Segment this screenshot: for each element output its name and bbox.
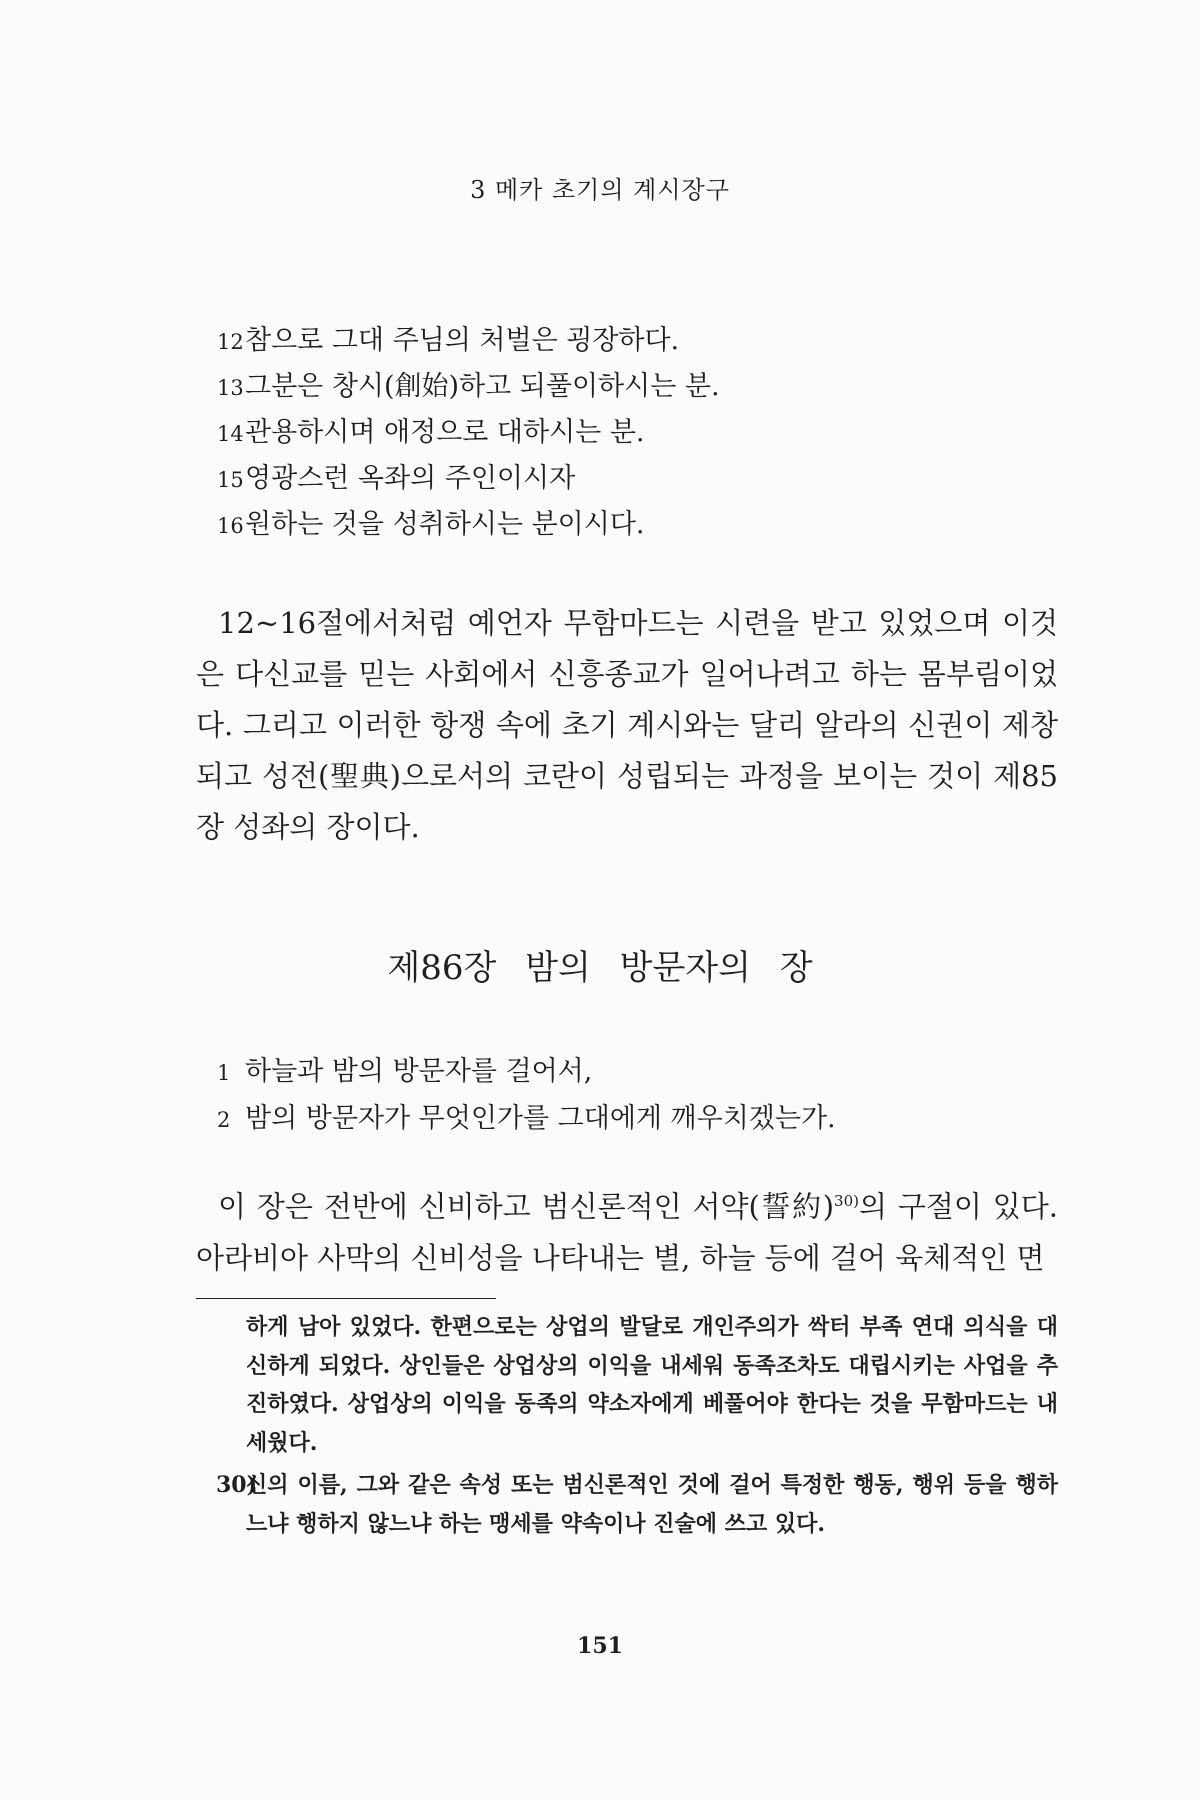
verse-text: 하늘과 밤의 방문자를 걸어서, <box>245 1056 593 1087</box>
verse-text: 밤의 방문자가 무엇인가를 그대에게 깨우치겠는가. <box>245 1103 836 1134</box>
verse-number: 1 <box>217 1061 231 1085</box>
verse-list-ch86 <box>217 1048 1097 1142</box>
footnotes <box>196 1308 1058 1543</box>
verse-number: 2 <box>217 1108 231 1132</box>
verse-line <box>217 456 1097 502</box>
page-number: 151 <box>577 1633 623 1659</box>
verse-text: 원하는 것을 성취하시는 분이시다. <box>245 509 645 540</box>
footnote-item <box>196 1466 1058 1543</box>
verse-list-ch85 <box>217 318 1097 548</box>
body-paragraph <box>196 1176 1058 1284</box>
paragraph-text: 의 구절이 있다. 아라비아 사막의 신비성을 나타내는 별, 하늘 등에 걸어 육체적인 면 <box>196 1189 1058 1275</box>
verse-text: 참으로 그대 주님의 처벌은 굉장하다. <box>245 325 680 356</box>
verse-number: 13 <box>217 376 244 400</box>
footnote-text: 신의 이름, 그와 같은 속성 또는 범신론적인 것에 걸어 특정한 행동, 행위 등을 행하느냐 행하지 않느냐 하는 맹세를 약속이나 진술에 쓰고 있다. <box>246 1472 1058 1537</box>
verse-line <box>217 410 1097 456</box>
verse-line <box>217 364 1097 410</box>
paragraph-text: 이 장은 전반에 신비하고 범신론적인 서약(誓約) <box>218 1189 835 1224</box>
verse-line <box>217 318 1097 364</box>
footnote-continued: 하게 남아 있었다. 한편으로는 상업의 발달로 개인주의가 싹터 부족 연대 의식을 대신하게 되었다. 상인들은 상업상의 이익을 내세워 동족조차도 대립시키는 사업을 추진하였다. 상업상의 이익을 동족의 약소자에게 베풀어야 한다는 것을 무함마드는 내세웠다. <box>246 1314 1058 1456</box>
footnote-reference[interactable]: 30) <box>834 1192 859 1210</box>
verse-text: 영광스런 옥좌의 주인이시자 <box>245 463 576 494</box>
verse-text: 관용하시며 애정으로 대하시는 분. <box>245 417 645 448</box>
verse-text: 그분은 창시(創始)하고 되풀이하시는 분. <box>245 371 720 402</box>
verse-line <box>217 1048 1097 1095</box>
verse-line <box>217 502 1097 548</box>
footnote-marker: 30) <box>216 1472 258 1498</box>
running-head: 3 메카 초기의 계시장구 <box>470 176 730 204</box>
verse-number: 12 <box>217 330 244 354</box>
verse-line <box>217 1095 1097 1142</box>
body-paragraph: 12~16절에서처럼 예언자 무함마드는 시련을 받고 있었으며 이것은 다신교를 믿는 사회에서 신흥종교가 일어나려고 하는 몸부림이었다. 그리고 이러한 항쟁 속에 초기 계시와는 달리 알라의 신권이 제창되고 성전(聖典)으로서의 코란이 성립되는 과정을 보이는 것이 제85장 성좌의 장이다. <box>196 606 1058 844</box>
chapter-title: 제86장 밤의 방문자의 장 <box>387 948 813 988</box>
footnote-divider <box>196 1298 496 1299</box>
verse-number: 14 <box>217 422 244 446</box>
verse-number: 16 <box>217 514 244 538</box>
verse-number: 15 <box>217 468 244 492</box>
